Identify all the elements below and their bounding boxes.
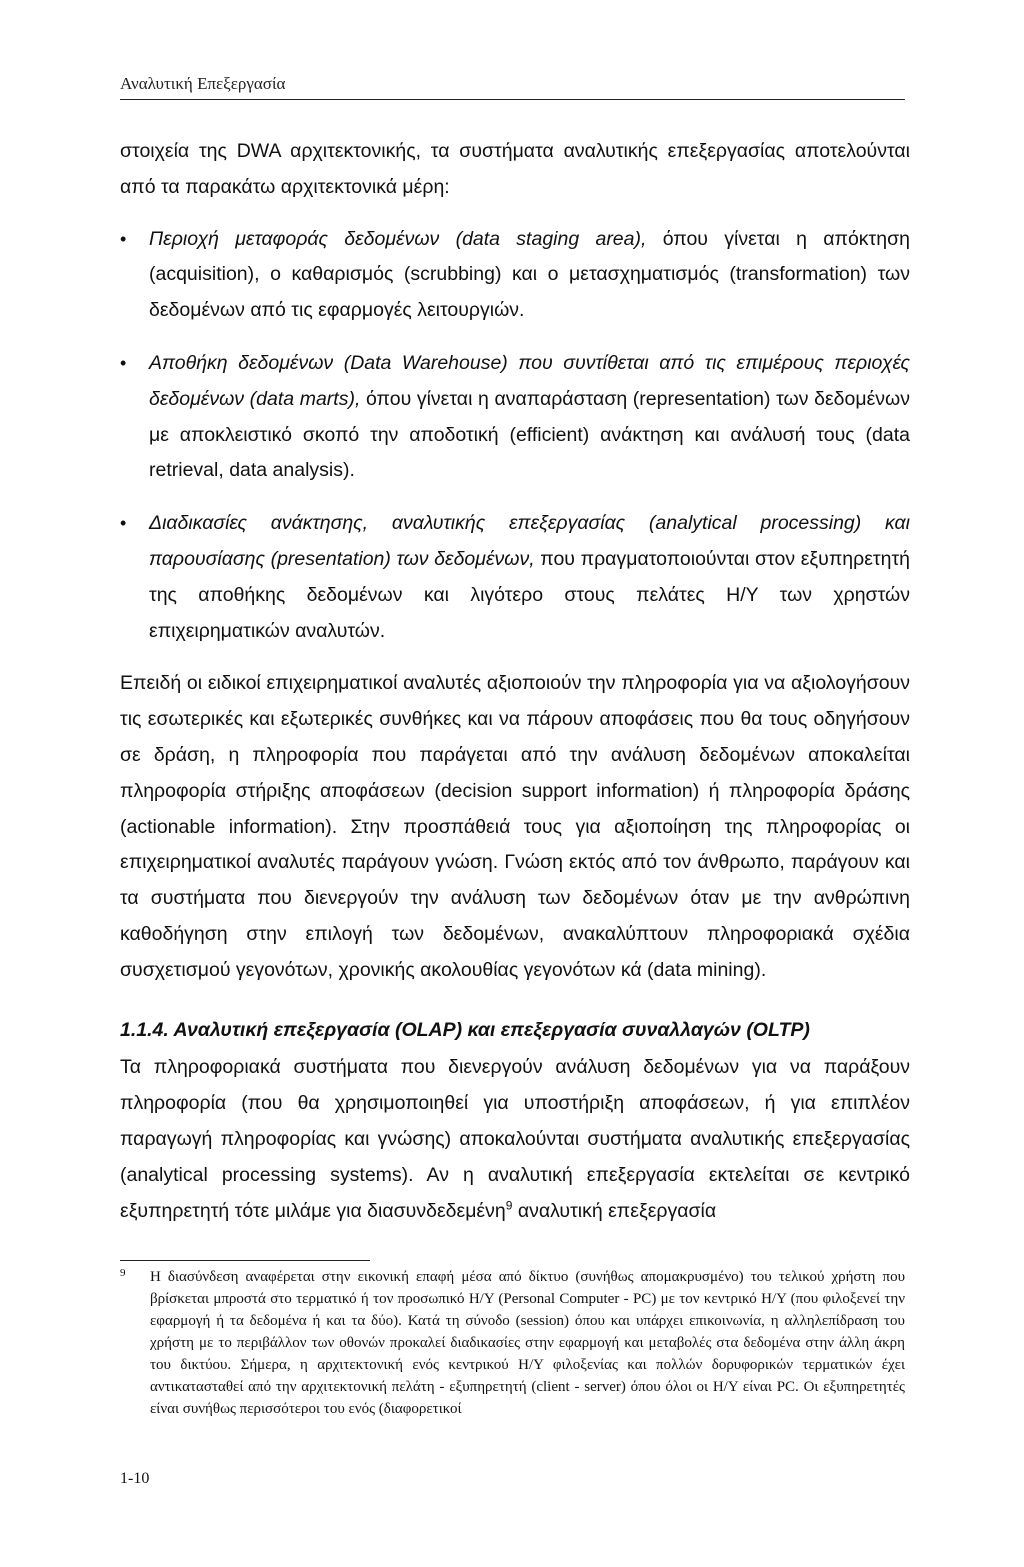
footnote [120, 1266, 905, 1420]
section-heading [120, 1013, 910, 1049]
page-number: 1-10 [120, 1470, 150, 1487]
intro-paragraph: στοιχεία της DWA αρχιτεκτονικής, τα συστήματα αναλυτικής επεξεργασίας αποτελούνται από τα παρακάτω αρχιτεκτονικά μέρη: [120, 140, 910, 198]
list-item [120, 506, 910, 649]
footnote-mark: 9 [120, 1267, 126, 1279]
section-title: Αναλυτική επεξεργασία (OLAP) και επεξεργασία συναλλαγών (OLTP) [173, 1018, 810, 1041]
list-item-term: Αποθήκη δεδομένων (Data Warehouse) που συντίθεται από τις επιμέρους περιοχές δεδομένων (data marts), [149, 351, 910, 410]
list-item-text: που πραγματοποιούνται στον εξυπηρετητή της αποθήκης δεδομένων και λιγότερο στους πελάτες Η/Υ των χρηστών επιχειρηματικών αναλυτών. [149, 547, 911, 642]
paragraph-analytical-systems [120, 1050, 910, 1229]
list-item [120, 222, 910, 329]
list-item-text: όπου γίνεται η αναπαράσταση (representation) των δεδομένων με αποκλειστικό σκοπό την αποδοτική (efficient) ανάκτηση και ανάλυσή τους (data retrieval, data analysis). [149, 387, 910, 482]
body-text [120, 134, 910, 1229]
paragraph-analytical-end: αναλυτική επεξεργασία [512, 1199, 717, 1222]
running-header: Αναλυτική Επεξεργασία [120, 74, 286, 93]
footnote-text: Η διασύνδεση αναφέρεται στην εικονική επαφή μέσα από δίκτυο (συνήθως απομακρυσμένο) του τελικού χρήστη που βρίσκεται μπροστά στο τερματικό ή τον προσωπικό Η/Υ (Personal Computer - PC) με τον κεντρικό Η/Υ (που φιλοξενεί την εφαρμογή ή τα δεδομένα ή και τα δύο). Κατά τη σύνοδο (session) όπου και υπάρχει επικοινωνία, η αλληλεπίδραση του χρήστη με το περιβάλλον των οθονών προκαλεί διαδικασίες στην εφαρμογή και μεταβολές στα δεδομένα στην άλλη άκρη του δικτύου. Σήμερα, η αρχιτεκτονική ενός κεντρικού Η/Υ φιλοξενίας και πολλών δορυφορικών τερματικών έχει αντικατασταθεί από την αρχιτεκτονική πελάτη - εξυπηρετητή (client - server) όπου όλοι οι Η/Υ είναι PC. Οι εξυπηρετητές είναι συνήθως περισσότεροι του ενός (διαφορετικοί [150, 1269, 905, 1417]
paragraph-analytical-text: Τα πληροφοριακά συστήματα που διενεργούν ανάλυση δεδομένων για να παράξουν πληροφορία (που θα χρησιμοποιηθεί για υποστήριξη αποφάσεων, ή για επιπλέον παραγωγή πληροφορίας και γνώσης) αποκαλούνται συστήματα αναλυτικής επεξεργασίας (analytical processing systems). Αν η αναλυτική επεξεργασία εκτελείται σε κεντρικό εξυπηρετητή τότε μιλάμε για διασυνδεδεμένη [120, 1056, 910, 1222]
list-item-term: Διαδικασίες ανάκτησης, αναλυτικής επεξεργασίας (analytical processing) και παρουσίασης (presentation) των δεδομένων, [149, 512, 910, 570]
list-item-term: Περιοχή μεταφοράς δεδομένων (data staging area), [149, 227, 647, 250]
footnote-reference[interactable]: 9 [505, 1198, 513, 1213]
paragraph-decision-support: Επειδή οι ειδικοί επιχειρηματικοί αναλυτές αξιοποιούν την πληροφορία για να αξιολογήσουν τις εσωτερικές και εξωτερικές συνθήκες και να πάρουν αποφάσεις που θα τους οδηγήσουν σε δράση, η πληροφορία που παράγεται από την ανάλυση δεδομένων αποκαλείται πληροφορία στήριξης αποφάσεων (decision support information) ή πληροφορία δράσης (actionable information). Στην προσπάθειά τους για αξιοποίηση της πληροφορίας οι επιχειρηματικοί αναλυτές παράγουν γνώση. Γνώση εκτός από τον άνθρωπο, παράγουν και τα συστήματα που διενεργούν την ανάλυση των δεδομένων όταν με την ανθρώπινη καθοδήγηση στην επιλογή των δεδομένων, ανακαλύπτουν πληροφοριακά σχέδια συσχετισμού γεγονότων, χρονικής ακολουθίας γεγονότων κά (data mining). [120, 672, 910, 981]
section-number: 1.1.4. [120, 1018, 169, 1041]
header-rule [120, 99, 905, 100]
footnote-separator [120, 1260, 370, 1261]
list-item [120, 346, 910, 489]
list-item-text: όπου γίνεται η απόκτηση (acquisition), ο καθαρισμός (scrubbing) και ο μετασχηματισμός (transformation) των δεδομένων από τις εφαρμογές λειτουργιών. [149, 227, 910, 322]
component-list [120, 222, 910, 650]
